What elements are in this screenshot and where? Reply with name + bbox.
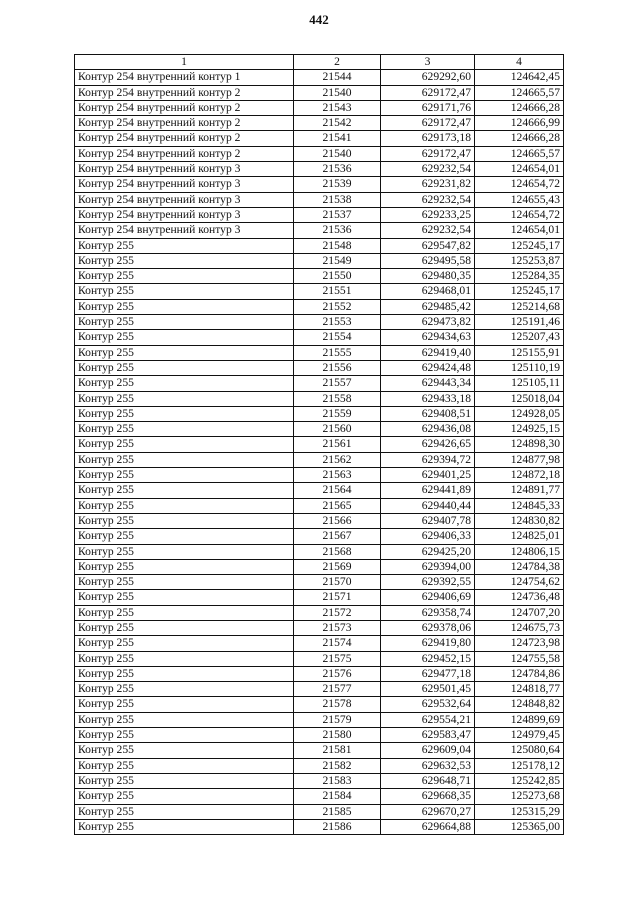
table-row bbox=[75, 697, 564, 712]
y-coordinate-cell: 124707,20 bbox=[475, 605, 564, 620]
x-coordinate-cell: 629632,53 bbox=[381, 758, 475, 773]
contour-name-cell: Контур 255 bbox=[75, 804, 294, 819]
table-row bbox=[75, 743, 564, 758]
contour-name-cell: Контур 255 bbox=[75, 360, 294, 375]
x-coordinate-cell: 629668,35 bbox=[381, 789, 475, 804]
point-number-cell: 21536 bbox=[294, 162, 381, 177]
table-row bbox=[75, 284, 564, 299]
point-number-cell: 21537 bbox=[294, 207, 381, 222]
x-coordinate-cell: 629394,00 bbox=[381, 559, 475, 574]
x-coordinate-cell: 629232,54 bbox=[381, 223, 475, 238]
point-number-cell: 21564 bbox=[294, 483, 381, 498]
y-coordinate-cell: 124891,77 bbox=[475, 483, 564, 498]
table-row bbox=[75, 758, 564, 773]
point-number-cell: 21576 bbox=[294, 666, 381, 681]
contour-name-cell: Контур 254 внутренний контур 3 bbox=[75, 177, 294, 192]
point-number-cell: 21566 bbox=[294, 513, 381, 528]
table-row bbox=[75, 238, 564, 253]
table-row bbox=[75, 192, 564, 207]
y-coordinate-cell: 124755,58 bbox=[475, 651, 564, 666]
x-coordinate-cell: 629171,76 bbox=[381, 100, 475, 115]
y-coordinate-cell: 125253,87 bbox=[475, 253, 564, 268]
contour-name-cell: Контур 255 bbox=[75, 452, 294, 467]
point-number-cell: 21563 bbox=[294, 468, 381, 483]
contour-name-cell: Контур 255 bbox=[75, 697, 294, 712]
y-coordinate-cell: 125155,91 bbox=[475, 345, 564, 360]
contour-name-cell: Контур 255 bbox=[75, 605, 294, 620]
table-row bbox=[75, 85, 564, 100]
x-coordinate-cell: 629468,01 bbox=[381, 284, 475, 299]
contour-name-cell: Контур 255 bbox=[75, 789, 294, 804]
table-row bbox=[75, 789, 564, 804]
point-number-cell: 21583 bbox=[294, 773, 381, 788]
contour-name-cell: Контур 254 внутренний контур 3 bbox=[75, 207, 294, 222]
x-coordinate-cell: 629547,82 bbox=[381, 238, 475, 253]
point-number-cell: 21540 bbox=[294, 85, 381, 100]
x-coordinate-cell: 629408,51 bbox=[381, 406, 475, 421]
y-coordinate-cell: 124979,45 bbox=[475, 728, 564, 743]
table-row bbox=[75, 391, 564, 406]
table-row bbox=[75, 207, 564, 222]
y-coordinate-cell: 124818,77 bbox=[475, 682, 564, 697]
table-row bbox=[75, 651, 564, 666]
y-coordinate-cell: 125242,85 bbox=[475, 773, 564, 788]
y-coordinate-cell: 124830,82 bbox=[475, 513, 564, 528]
point-number-cell: 21544 bbox=[294, 70, 381, 85]
table-row bbox=[75, 605, 564, 620]
y-coordinate-cell: 125191,46 bbox=[475, 315, 564, 330]
y-coordinate-cell: 124925,15 bbox=[475, 422, 564, 437]
table-row bbox=[75, 590, 564, 605]
point-number-cell: 21580 bbox=[294, 728, 381, 743]
y-coordinate-cell: 124665,57 bbox=[475, 85, 564, 100]
contour-name-cell: Контур 255 bbox=[75, 437, 294, 452]
table-row bbox=[75, 620, 564, 635]
point-number-cell: 21548 bbox=[294, 238, 381, 253]
x-coordinate-cell: 629419,40 bbox=[381, 345, 475, 360]
point-number-cell: 21554 bbox=[294, 330, 381, 345]
point-number-cell: 21539 bbox=[294, 177, 381, 192]
y-coordinate-cell: 124666,99 bbox=[475, 116, 564, 131]
contour-name-cell: Контур 255 bbox=[75, 513, 294, 528]
x-coordinate-cell: 629452,15 bbox=[381, 651, 475, 666]
x-coordinate-cell: 629440,44 bbox=[381, 498, 475, 513]
y-coordinate-cell: 125207,43 bbox=[475, 330, 564, 345]
y-coordinate-cell: 124754,62 bbox=[475, 575, 564, 590]
y-coordinate-cell: 125284,35 bbox=[475, 269, 564, 284]
x-coordinate-cell: 629609,04 bbox=[381, 743, 475, 758]
point-number-cell: 21586 bbox=[294, 819, 381, 834]
x-coordinate-cell: 629173,18 bbox=[381, 131, 475, 146]
table-row bbox=[75, 773, 564, 788]
y-coordinate-cell: 124877,98 bbox=[475, 452, 564, 467]
contour-name-cell: Контур 255 bbox=[75, 253, 294, 268]
point-number-cell: 21538 bbox=[294, 192, 381, 207]
contour-name-cell: Контур 254 внутренний контур 3 bbox=[75, 192, 294, 207]
point-number-cell: 21582 bbox=[294, 758, 381, 773]
table-header-row bbox=[75, 55, 564, 70]
point-number-cell: 21550 bbox=[294, 269, 381, 284]
x-coordinate-cell: 629436,08 bbox=[381, 422, 475, 437]
x-coordinate-cell: 629401,25 bbox=[381, 468, 475, 483]
point-number-cell: 21542 bbox=[294, 116, 381, 131]
y-coordinate-cell: 124642,45 bbox=[475, 70, 564, 85]
x-coordinate-cell: 629231,82 bbox=[381, 177, 475, 192]
y-coordinate-cell: 124654,72 bbox=[475, 177, 564, 192]
contour-name-cell: Контур 254 внутренний контур 3 bbox=[75, 162, 294, 177]
table-row bbox=[75, 177, 564, 192]
y-coordinate-cell: 124784,86 bbox=[475, 666, 564, 681]
y-coordinate-cell: 124666,28 bbox=[475, 131, 564, 146]
table-row bbox=[75, 483, 564, 498]
x-coordinate-cell: 629473,82 bbox=[381, 315, 475, 330]
contour-name-cell: Контур 255 bbox=[75, 468, 294, 483]
table-row bbox=[75, 682, 564, 697]
contour-name-cell: Контур 255 bbox=[75, 743, 294, 758]
table-row bbox=[75, 666, 564, 681]
y-coordinate-cell: 125245,17 bbox=[475, 284, 564, 299]
table-row bbox=[75, 146, 564, 161]
table-row bbox=[75, 575, 564, 590]
x-coordinate-cell: 629406,69 bbox=[381, 590, 475, 605]
table-row bbox=[75, 498, 564, 513]
point-number-cell: 21565 bbox=[294, 498, 381, 513]
column-header-1: 1 bbox=[75, 55, 294, 70]
x-coordinate-cell: 629233,25 bbox=[381, 207, 475, 222]
y-coordinate-cell: 125365,00 bbox=[475, 819, 564, 834]
x-coordinate-cell: 629501,45 bbox=[381, 682, 475, 697]
table-row bbox=[75, 437, 564, 452]
point-number-cell: 21567 bbox=[294, 529, 381, 544]
table-row bbox=[75, 636, 564, 651]
x-coordinate-cell: 629392,55 bbox=[381, 575, 475, 590]
page-number: 442 bbox=[309, 12, 329, 27]
table-row bbox=[75, 345, 564, 360]
contour-name-cell: Контур 255 bbox=[75, 422, 294, 437]
contour-name-cell: Контур 254 внутренний контур 2 bbox=[75, 100, 294, 115]
x-coordinate-cell: 629406,33 bbox=[381, 529, 475, 544]
point-number-cell: 21540 bbox=[294, 146, 381, 161]
y-coordinate-cell: 125105,11 bbox=[475, 376, 564, 391]
y-coordinate-cell: 125178,12 bbox=[475, 758, 564, 773]
point-number-cell: 21562 bbox=[294, 452, 381, 467]
contour-name-cell: Контур 254 внутренний контур 2 bbox=[75, 85, 294, 100]
table-row bbox=[75, 330, 564, 345]
table-row bbox=[75, 728, 564, 743]
y-coordinate-cell: 124736,48 bbox=[475, 590, 564, 605]
x-coordinate-cell: 629648,71 bbox=[381, 773, 475, 788]
contour-name-cell: Контур 255 bbox=[75, 559, 294, 574]
contour-name-cell: Контур 255 bbox=[75, 575, 294, 590]
contour-name-cell: Контур 255 bbox=[75, 712, 294, 727]
x-coordinate-cell: 629407,78 bbox=[381, 513, 475, 528]
contour-name-cell: Контур 255 bbox=[75, 620, 294, 635]
point-number-cell: 21577 bbox=[294, 682, 381, 697]
y-coordinate-cell: 124655,43 bbox=[475, 192, 564, 207]
y-coordinate-cell: 124898,30 bbox=[475, 437, 564, 452]
x-coordinate-cell: 629670,27 bbox=[381, 804, 475, 819]
y-coordinate-cell: 124723,98 bbox=[475, 636, 564, 651]
contour-name-cell: Контур 255 bbox=[75, 529, 294, 544]
x-coordinate-cell: 629172,47 bbox=[381, 146, 475, 161]
contour-name-cell: Контур 255 bbox=[75, 330, 294, 345]
contour-name-cell: Контур 255 bbox=[75, 728, 294, 743]
point-number-cell: 21558 bbox=[294, 391, 381, 406]
contour-name-cell: Контур 255 bbox=[75, 758, 294, 773]
y-coordinate-cell: 125245,17 bbox=[475, 238, 564, 253]
table-row bbox=[75, 468, 564, 483]
y-coordinate-cell: 125018,04 bbox=[475, 391, 564, 406]
point-number-cell: 21541 bbox=[294, 131, 381, 146]
table-row bbox=[75, 712, 564, 727]
column-header-2: 2 bbox=[294, 55, 381, 70]
x-coordinate-cell: 629358,74 bbox=[381, 605, 475, 620]
x-coordinate-cell: 629419,80 bbox=[381, 636, 475, 651]
point-number-cell: 21579 bbox=[294, 712, 381, 727]
y-coordinate-cell: 124899,69 bbox=[475, 712, 564, 727]
x-coordinate-cell: 629664,88 bbox=[381, 819, 475, 834]
x-coordinate-cell: 629426,65 bbox=[381, 437, 475, 452]
point-number-cell: 21569 bbox=[294, 559, 381, 574]
y-coordinate-cell: 124928,05 bbox=[475, 406, 564, 421]
point-number-cell: 21575 bbox=[294, 651, 381, 666]
contour-name-cell: Контур 255 bbox=[75, 819, 294, 834]
table-row bbox=[75, 513, 564, 528]
y-coordinate-cell: 124872,18 bbox=[475, 468, 564, 483]
table-row bbox=[75, 299, 564, 314]
contour-name-cell: Контур 255 bbox=[75, 590, 294, 605]
point-number-cell: 21536 bbox=[294, 223, 381, 238]
y-coordinate-cell: 124825,01 bbox=[475, 529, 564, 544]
x-coordinate-cell: 629583,47 bbox=[381, 728, 475, 743]
point-number-cell: 21549 bbox=[294, 253, 381, 268]
contour-name-cell: Контур 255 bbox=[75, 406, 294, 421]
x-coordinate-cell: 629495,58 bbox=[381, 253, 475, 268]
point-number-cell: 21584 bbox=[294, 789, 381, 804]
point-number-cell: 21572 bbox=[294, 605, 381, 620]
contour-name-cell: Контур 255 bbox=[75, 238, 294, 253]
point-number-cell: 21543 bbox=[294, 100, 381, 115]
point-number-cell: 21578 bbox=[294, 697, 381, 712]
table-row bbox=[75, 70, 564, 85]
table-row bbox=[75, 544, 564, 559]
y-coordinate-cell: 125315,29 bbox=[475, 804, 564, 819]
y-coordinate-cell: 124806,15 bbox=[475, 544, 564, 559]
y-coordinate-cell: 124654,01 bbox=[475, 223, 564, 238]
x-coordinate-cell: 629433,18 bbox=[381, 391, 475, 406]
table-row bbox=[75, 131, 564, 146]
table-row bbox=[75, 100, 564, 115]
point-number-cell: 21573 bbox=[294, 620, 381, 635]
x-coordinate-cell: 629394,72 bbox=[381, 452, 475, 467]
x-coordinate-cell: 629443,34 bbox=[381, 376, 475, 391]
table-row bbox=[75, 315, 564, 330]
y-coordinate-cell: 124654,01 bbox=[475, 162, 564, 177]
table-row bbox=[75, 162, 564, 177]
point-number-cell: 21561 bbox=[294, 437, 381, 452]
contour-name-cell: Контур 255 bbox=[75, 544, 294, 559]
y-coordinate-cell: 124845,33 bbox=[475, 498, 564, 513]
contour-name-cell: Контур 255 bbox=[75, 666, 294, 681]
contour-name-cell: Контур 254 внутренний контур 2 bbox=[75, 146, 294, 161]
point-number-cell: 21553 bbox=[294, 315, 381, 330]
point-number-cell: 21552 bbox=[294, 299, 381, 314]
coordinates-table bbox=[74, 54, 564, 835]
contour-name-cell: Контур 254 внутренний контур 2 bbox=[75, 131, 294, 146]
table-row bbox=[75, 376, 564, 391]
y-coordinate-cell: 124666,28 bbox=[475, 100, 564, 115]
x-coordinate-cell: 629232,54 bbox=[381, 162, 475, 177]
x-coordinate-cell: 629434,63 bbox=[381, 330, 475, 345]
column-header-3: 3 bbox=[381, 55, 475, 70]
contour-name-cell: Контур 255 bbox=[75, 651, 294, 666]
point-number-cell: 21556 bbox=[294, 360, 381, 375]
contour-name-cell: Контур 255 bbox=[75, 376, 294, 391]
y-coordinate-cell: 125080,64 bbox=[475, 743, 564, 758]
y-coordinate-cell: 124665,57 bbox=[475, 146, 564, 161]
y-coordinate-cell: 125214,68 bbox=[475, 299, 564, 314]
point-number-cell: 21570 bbox=[294, 575, 381, 590]
y-coordinate-cell: 124784,38 bbox=[475, 559, 564, 574]
column-header-4: 4 bbox=[475, 55, 564, 70]
contour-name-cell: Контур 255 bbox=[75, 269, 294, 284]
x-coordinate-cell: 629441,89 bbox=[381, 483, 475, 498]
point-number-cell: 21585 bbox=[294, 804, 381, 819]
x-coordinate-cell: 629172,47 bbox=[381, 85, 475, 100]
table-row bbox=[75, 253, 564, 268]
y-coordinate-cell: 125273,68 bbox=[475, 789, 564, 804]
table-row bbox=[75, 223, 564, 238]
point-number-cell: 21555 bbox=[294, 345, 381, 360]
contour-name-cell: Контур 254 внутренний контур 1 bbox=[75, 70, 294, 85]
contour-name-cell: Контур 255 bbox=[75, 315, 294, 330]
x-coordinate-cell: 629425,20 bbox=[381, 544, 475, 559]
contour-name-cell: Контур 255 bbox=[75, 391, 294, 406]
contour-name-cell: Контур 255 bbox=[75, 299, 294, 314]
point-number-cell: 21551 bbox=[294, 284, 381, 299]
point-number-cell: 21557 bbox=[294, 376, 381, 391]
y-coordinate-cell: 124848,82 bbox=[475, 697, 564, 712]
contour-name-cell: Контур 255 bbox=[75, 636, 294, 651]
contour-name-cell: Контур 255 bbox=[75, 345, 294, 360]
contour-name-cell: Контур 254 внутренний контур 2 bbox=[75, 116, 294, 131]
x-coordinate-cell: 629477,18 bbox=[381, 666, 475, 681]
x-coordinate-cell: 629485,42 bbox=[381, 299, 475, 314]
table-row bbox=[75, 269, 564, 284]
x-coordinate-cell: 629232,54 bbox=[381, 192, 475, 207]
table-row bbox=[75, 406, 564, 421]
table-row bbox=[75, 804, 564, 819]
y-coordinate-cell: 125110,19 bbox=[475, 360, 564, 375]
contour-name-cell: Контур 255 bbox=[75, 483, 294, 498]
point-number-cell: 21581 bbox=[294, 743, 381, 758]
table-row bbox=[75, 529, 564, 544]
x-coordinate-cell: 629292,60 bbox=[381, 70, 475, 85]
table-row bbox=[75, 116, 564, 131]
x-coordinate-cell: 629424,48 bbox=[381, 360, 475, 375]
point-number-cell: 21571 bbox=[294, 590, 381, 605]
contour-name-cell: Контур 255 bbox=[75, 498, 294, 513]
table-row bbox=[75, 422, 564, 437]
y-coordinate-cell: 124654,72 bbox=[475, 207, 564, 222]
table-row bbox=[75, 559, 564, 574]
contour-name-cell: Контур 255 bbox=[75, 682, 294, 697]
table-row bbox=[75, 360, 564, 375]
point-number-cell: 21560 bbox=[294, 422, 381, 437]
x-coordinate-cell: 629172,47 bbox=[381, 116, 475, 131]
contour-name-cell: Контур 255 bbox=[75, 773, 294, 788]
contour-name-cell: Контур 254 внутренний контур 3 bbox=[75, 223, 294, 238]
x-coordinate-cell: 629480,35 bbox=[381, 269, 475, 284]
table-body bbox=[75, 70, 564, 835]
x-coordinate-cell: 629554,21 bbox=[381, 712, 475, 727]
contour-name-cell: Контур 255 bbox=[75, 284, 294, 299]
y-coordinate-cell: 124675,73 bbox=[475, 620, 564, 635]
x-coordinate-cell: 629532,64 bbox=[381, 697, 475, 712]
point-number-cell: 21574 bbox=[294, 636, 381, 651]
table-row bbox=[75, 819, 564, 834]
point-number-cell: 21559 bbox=[294, 406, 381, 421]
table-row bbox=[75, 452, 564, 467]
x-coordinate-cell: 629378,06 bbox=[381, 620, 475, 635]
point-number-cell: 21568 bbox=[294, 544, 381, 559]
